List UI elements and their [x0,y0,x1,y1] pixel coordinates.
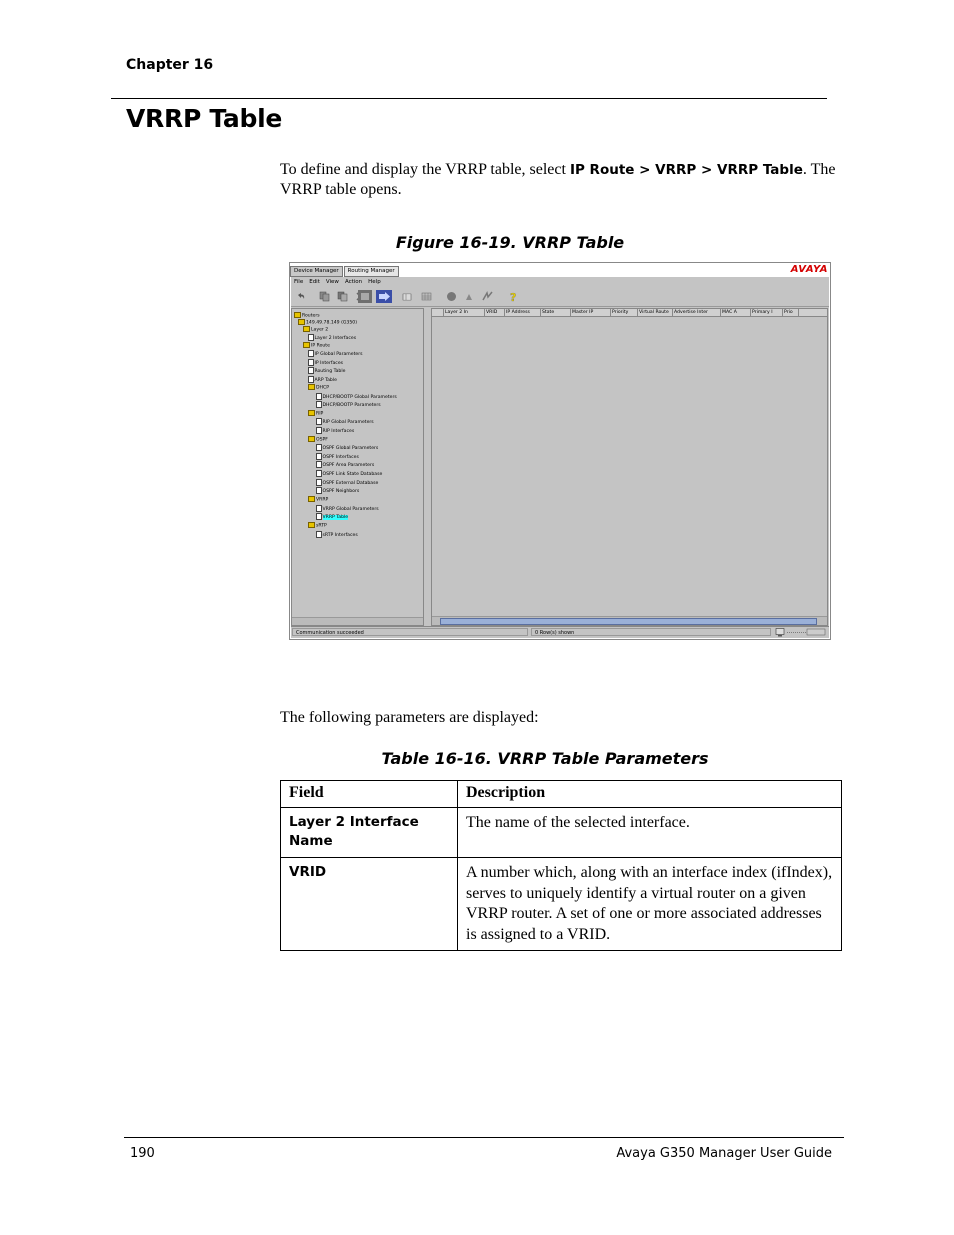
tree-node[interactable] [316,461,374,469]
undo-icon[interactable] [295,291,306,302]
tree-node[interactable] [308,522,327,530]
tree-node[interactable] [316,531,358,539]
tree-node-label: DHCP/BOOTP Global Parameters [322,394,397,400]
computer-icon [775,628,785,637]
status-bar [291,626,829,638]
folder-icon [303,326,310,332]
tree-node-label: IP Interfaces [314,360,344,366]
folder-icon [294,312,301,318]
folder-icon [308,496,315,502]
column-header[interactable]: IP Address [505,309,541,316]
folder-icon [308,384,315,390]
menu-action[interactable]: Action [344,279,363,285]
tree-node[interactable] [316,444,378,452]
tree-node[interactable] [308,436,328,444]
document-icon [316,531,322,538]
column-header[interactable]: Virtual Route [638,309,673,316]
column-header[interactable]: Layer 2 In [444,309,485,316]
table-header-row [281,781,842,808]
document-icon [316,479,322,486]
scrollbar-thumb[interactable] [440,618,817,625]
tree-node-label: Layer 2 Interfaces [314,335,357,341]
column-header[interactable]: Prio [783,309,799,316]
add-row-icon[interactable] [401,291,412,302]
document-icon [316,393,322,400]
tree-node-label: OSPF [316,437,328,443]
field-description: The name of the selected interface. [458,808,842,858]
folder-icon [303,342,310,348]
vrrp-table-grid[interactable] [431,308,828,626]
tab-device-manager[interactable]: Device Manager [290,266,343,277]
toolbar [291,288,829,307]
tree-node[interactable] [316,453,359,461]
device-icon[interactable] [464,291,475,302]
tree-node[interactable] [308,376,337,384]
tab-routing-manager[interactable]: Routing Manager [344,266,399,277]
tree-node-label: DHCP [316,385,329,391]
go-icon[interactable] [376,290,392,303]
tree-node-label: OSPF Neighbors [322,488,360,494]
menu-bar [291,277,829,287]
field-description: A number which, along with an interface index (ifIndex), serves to uniquely identify a virtual router on a given VRRP router. A set of one or more associated addresses is assigned to a VRID. [458,858,842,951]
tree-node[interactable] [316,513,348,521]
header-description: Description [458,781,842,808]
intro-paragraph [280,160,850,200]
document-icon [316,513,322,520]
tree-node-label: 149.49.78.149 (G350) [306,320,357,326]
stop-icon[interactable] [446,291,457,302]
figure-caption: Figure 16-19. VRRP Table [395,233,625,252]
column-header[interactable]: Master IP [571,309,611,316]
vrrp-table-screenshot [289,262,831,640]
tree-node-label: OSPF Area Parameters [322,462,375,468]
app-window [291,277,829,638]
column-header[interactable]: Advertise Inter [673,309,721,316]
tree-node-label: DHCP/BOOTP Parameters [322,402,381,408]
avaya-logo: AVAYA [790,264,828,275]
grid-horizontal-scrollbar[interactable] [432,616,827,625]
document-icon [316,427,322,434]
copy-icon[interactable] [319,291,330,302]
menu-edit[interactable]: Edit [309,279,320,285]
tree-node-label: OSPF Global Parameters [322,445,379,451]
folder-icon [298,319,305,325]
document-icon [316,487,322,494]
tree-node[interactable] [308,350,363,358]
tree-node-label: VRRP Table [322,514,349,520]
tree-node[interactable] [316,470,382,478]
tree-node[interactable] [316,401,381,409]
tree-node[interactable] [316,479,378,487]
menu-file[interactable]: File [294,279,304,285]
tree-node-label: Routers [302,313,320,319]
tree-node-label: ARP Table [314,377,337,383]
tree-horizontal-scrollbar[interactable] [292,617,423,625]
column-header[interactable]: Primary I [751,309,783,316]
column-header[interactable]: Priority [611,309,638,316]
connection-indicator-icon [787,628,827,637]
status-message: Communication succeeded [292,628,528,636]
document-icon [316,505,322,512]
column-header[interactable]: MAC A [721,309,751,316]
document-icon [316,401,322,408]
document-icon [308,350,314,357]
tree-node[interactable] [316,427,354,435]
document-icon [308,359,314,366]
row-count: 0 Row(s) shown [531,628,771,636]
paste-icon[interactable] [337,291,348,302]
tree-node[interactable] [303,342,330,350]
document-icon [316,453,322,460]
table-row [281,808,842,858]
tree-node-label: OSPF External Database [322,480,379,486]
tree-node[interactable] [308,334,356,342]
tree-node-label: OSPF Interfaces [322,454,359,460]
tree-node-label: RIP Interfaces [322,428,355,434]
footer-rule [124,1137,844,1138]
document-icon [308,376,314,383]
tree-node-label: sRTP Interfaces [322,532,358,538]
document-icon [316,470,322,477]
router-tree-panel[interactable] [291,308,424,626]
tree-node-label: sRTP [316,523,327,529]
help-icon[interactable] [508,291,519,302]
manager-tabs [290,266,400,276]
grid-header [432,309,827,317]
field-name: Layer 2 Interface Name [281,808,458,858]
header-field: Field [281,781,458,808]
folder-icon [308,410,315,416]
refresh-icon[interactable] [482,291,493,302]
document-icon [308,334,314,341]
parameters-intro: The following parameters are displayed: [280,709,539,726]
tree-node-label: OSPF Link State Database [322,471,383,477]
tree-node-label: VRRP Global Parameters [322,506,379,512]
document-icon [308,367,314,374]
document-icon [316,444,322,451]
tree-node-label: IP Route [311,343,330,349]
tree-node[interactable] [308,410,323,418]
parameters-table [280,780,842,951]
tree-node[interactable] [303,326,328,334]
field-name: VRID [281,858,458,951]
menu-help[interactable]: Help [368,279,381,285]
table-view-icon[interactable] [358,290,372,303]
table-caption: Table 16-16. VRRP Table Parameters [381,749,709,768]
menu-view[interactable]: View [325,279,339,285]
svg-text:?: ? [510,291,517,302]
header-rule [111,98,827,99]
table-row [281,858,842,951]
section-title: VRRP Table [126,104,282,133]
tree-node-label: Routing Table [314,368,346,374]
chapter-label: Chapter 16 [126,57,214,73]
folder-icon [308,436,315,442]
document-icon [316,461,322,468]
tree-node[interactable] [308,496,328,504]
tree-node-label: IP Global Parameters [314,351,363,357]
tree-node[interactable] [308,384,329,392]
column-header[interactable]: VRID [485,309,505,316]
column-header[interactable]: State [541,309,571,316]
grid-icon[interactable] [421,291,432,302]
document-icon [316,418,322,425]
tree-node-label: RIP [316,411,324,417]
tree-node-label: Layer 2 [311,327,329,333]
row-header-column [432,309,444,316]
tree-node[interactable] [316,505,379,513]
intro-text-before: To define and display the VRRP table, select [280,161,570,178]
menu-path: IP Route > VRRP > VRRP Table [569,162,803,178]
guide-title: Avaya G350 Manager User Guide [616,1146,832,1161]
tree-node[interactable] [316,418,374,426]
tree-node-label: RIP Global Parameters [322,419,374,425]
tree-node[interactable] [308,367,345,375]
tree-node[interactable] [316,393,397,401]
tree-node-label: VRRP [316,497,329,503]
folder-icon [308,522,315,528]
tree-node[interactable] [316,487,359,495]
page-number: 190 [130,1146,155,1161]
intro-text-after: . The VRRP table opens. [280,161,836,198]
tree-node[interactable] [308,359,343,367]
